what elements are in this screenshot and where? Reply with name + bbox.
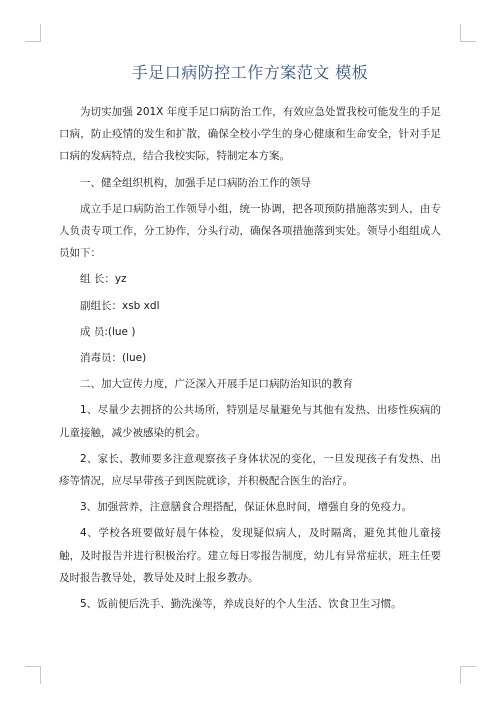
list-item-1: 1、尽量少去拥挤的公共场所，特别是尽量避免与其他有发热、出疹性疾病的儿童接触，减少被感染的机会。 [59, 404, 441, 439]
list-item-2: 2、家长、教师要多注意观察孩子身体状况的变化，一旦发现孩子有发热、出疹等情况，应尽早带孩子到医院就诊，并积极配合医生的治疗。 [59, 452, 441, 488]
member-disinfector: 消毒员：(lue) [80, 352, 147, 365]
document-title: 手足口病防控工作方案范文 模板 [131, 63, 369, 82]
member-members: 成 员:(lue ) [80, 325, 136, 338]
paragraph-leadership-group: 成立手足口病防治工作领导小组，统一协调，把各项预防措施落实到人，由专人负责专项工作，分工协作，分头行动，确保各项措施落到实处。领导小组组成人员如下： [59, 202, 441, 260]
list-item-3: 3、加强营养，注意膳食合理搭配，保证休息时间，增强自身的免疫力。 [80, 501, 413, 514]
heading-section-1: 一、健全组织机构，加强手足口病防治工作的领导 [80, 176, 311, 189]
crop-mark-top-right [460, 24, 476, 42]
paragraph-intro: 为切实加强 201X 年度手足口病防治工作，有效应急处置我校可能发生的手足口病，防止疫情的发生和扩散，确保全校小学生的身心健康和生命安全，针对手足口病的发病特点，结合我校实际，特制定本方案。 [59, 106, 441, 163]
document-body [59, 101, 441, 615]
member-leader: 组 长：yz [80, 273, 127, 286]
list-item-4: 4、学校各班要做好晨午体检，发现疑似病人，及时隔离，避免其他儿童接触，及时报告并进行积极治疗。建立每日零报告制度，幼儿有异常症状，班主任要及时报告教导处，教导处及时上报乡教办。 [59, 527, 441, 584]
list-item-5: 5、饭前便后洗手、勤洗澡等，养成良好的个人生活、饮食卫生习惯。 [80, 598, 402, 611]
member-deputy-leader: 副组长：xsb xdl [80, 299, 160, 312]
heading-section-2: 二、加大宣传力度，广泛深入开展手足口病防治知识的教育 [80, 378, 353, 391]
crop-mark-top-left [25, 24, 41, 42]
crop-mark-bottom-left [25, 666, 41, 684]
crop-mark-bottom-right [460, 666, 476, 684]
